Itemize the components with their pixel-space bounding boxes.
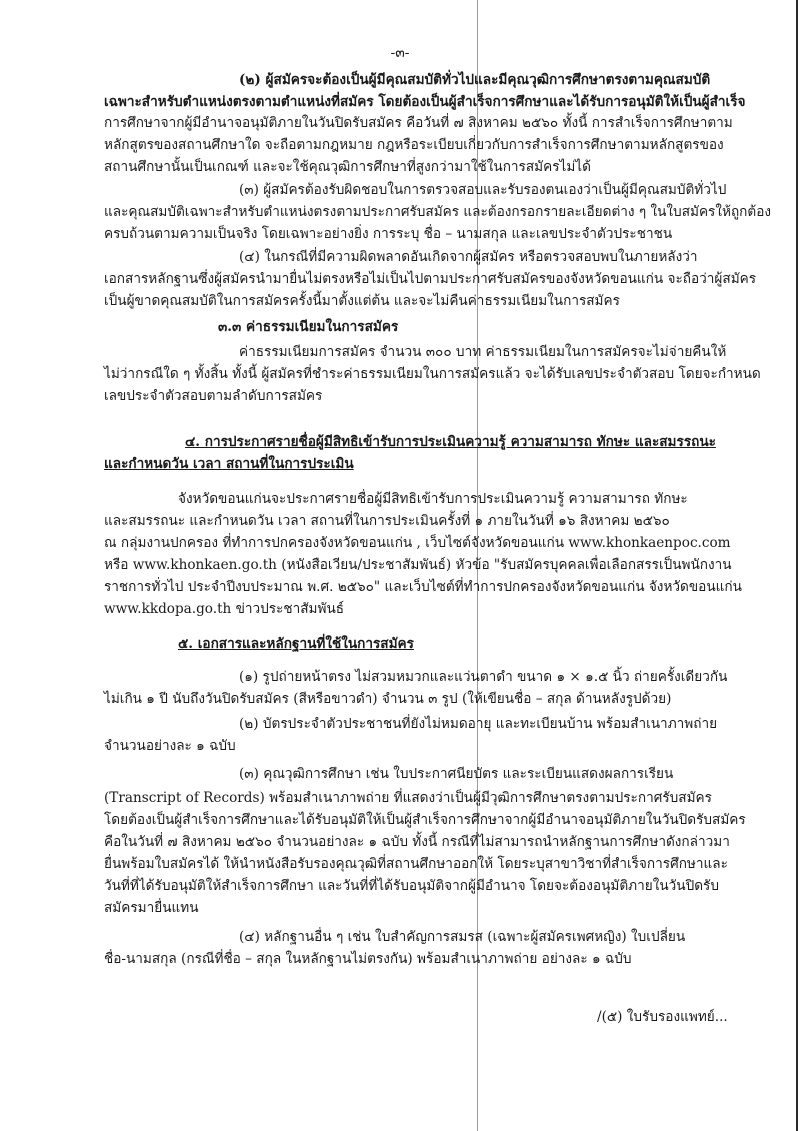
text-line: และสมรรถนะ และกำหนดวัน เวลา สถานที่ในการประเมินครั้งที่ ๑ ภายในวันที่ ๑๖ สิงหาคม ๒๕๖๐ <box>104 513 670 529</box>
continuation-note: /(๕) ใบรับรองแพทย์... <box>597 1009 728 1025</box>
text-line: ยื่นพร้อมใบสมัครได้ ให้นำหนังสือรับรองคุณวุฒิที่สถานศึกษาออกให้ โดยระบุสาขาวิชาที่สำเร็จการศึกษาและ <box>104 856 728 872</box>
text-line: ไม่เกิน ๑ ปี นับถึงวันปิดรับสมัคร (สีหรือขาวดำ) จำนวน ๓ รูป (ให้เขียนชื่อ – สกุล ด้านหลังรูปด้วย) <box>104 691 672 707</box>
text-line: (๒) บัตรประจำตัวประชาชนที่ยังไม่หมดอายุ และทะเบียนบ้าน พร้อมสำเนาภาพถ่าย <box>239 716 718 732</box>
text-line: (๓) ผู้สมัครต้องรับผิดชอบในการตรวจสอบและรับรองตนเองว่าเป็นผู้มีคุณสมบัติทั่วไป <box>239 182 727 198</box>
text-line: เลขประจำตัวสอบตามลำดับการสมัคร <box>104 388 323 404</box>
text-line: จังหวัดขอนแก่นจะประกาศรายชื่อผู้มีสิทธิเข้ารับการประเมินความรู้ ความสามารถ ทักษะ <box>178 491 688 507</box>
text-line: (๔) ในกรณีที่มีความผิดพลาดอันเกิดจากผู้สมัคร หรือตรวจสอบพบในภายหลังว่า <box>239 249 698 265</box>
text-line: ณ กลุ่มงานปกครอง ที่ทำการปกครองจังหวัดขอนแก่น , เว็บไซต์จังหวัดขอนแก่น www.khonkaenpoc.com <box>104 535 731 551</box>
section-heading: และกำหนดวัน เวลา สถานที่ในการประเมิน <box>104 456 354 472</box>
text-line: (๔) หลักฐานอื่น ๆ เช่น ใบสำคัญการสมรส (เฉพาะผู้สมัครเพศหญิง) ใบเปลี่ยน <box>239 929 686 945</box>
text-line: www.kkdopa.go.th ข่าวประชาสัมพันธ์ <box>104 601 345 617</box>
text-line: (Transcript of Records) พร้อมสำเนาภาพถ่าย ที่แสดงว่าเป็นผู้มีวุฒิการศึกษาตรงตามประกาศรับสมัคร <box>104 790 712 806</box>
text-line: สถานศึกษานั้นเป็นเกณฑ์ และจะใช้คุณวุฒิการศึกษาที่สูงกว่ามาใช้ในการสมัครไม่ได้ <box>104 159 591 175</box>
text-line: เอกสารหลักฐานซึ่งผู้สมัครนำมายื่นไม่ตรงหรือไม่เป็นไปตามประกาศรับสมัครของจังหวัดขอนแก่น จะถือว่าผู้สมัคร <box>104 271 757 287</box>
text-line: คือในวันที่ ๗ สิงหาคม ๒๕๖๐ จำนวนอย่างละ ๑ ฉบับ ทั้งนี้ กรณีที่ไม่สามารถนำหลักฐานการศึกษาดังกล่าวมา <box>104 834 730 850</box>
text-line: โดยต้องเป็นผู้สำเร็จการศึกษาและได้รับอนุมัติให้เป็นผู้สำเร็จการศึกษาจากผู้มีอำนาจอนุมัติภายในวันปิดรับสมัคร <box>104 812 746 828</box>
text-line: การศึกษาจากผู้มีอำนาจอนุมัติภายในวันปิดรับสมัคร คือวันที่ ๗ สิงหาคม ๒๕๖๐ ทั้งนี้ การสำเร็จการศึกษาตาม <box>104 115 733 131</box>
section-heading: ๔. การประกาศรายชื่อผู้มีสิทธิเข้ารับการประเมินความรู้ ความสามารถ ทักษะ และสมรรถนะ <box>185 434 716 450</box>
scan-page-edge <box>796 0 798 1131</box>
text-line: (๓) คุณวุฒิการศึกษา เช่น ใบประกาศนียบัตร และระเบียนแสดงผลการเรียน <box>239 766 674 782</box>
page-number: -๓- <box>390 45 410 61</box>
text-line: (๑) รูปถ่ายหน้าตรง ไม่สวมหมวกและแว่นตาดำ ขนาด ๑ × ๑.๕ นิ้ว ถ่ายครั้งเดียวกัน <box>239 669 728 685</box>
text-line: สมัครมายื่นแทน <box>104 900 199 916</box>
text-line: ชื่อ-นามสกุล (กรณีที่ชื่อ – สกุล ในหลักฐานไม่ตรงกัน) พร้อมสำเนาภาพถ่าย อย่างละ ๑ ฉบับ <box>104 951 632 967</box>
text-line: จำนวนอย่างละ ๑ ฉบับ <box>104 738 236 754</box>
text-line: หลักสูตรของสถานศึกษาใด จะถือตามกฎหมาย กฎหรือระเบียบเกี่ยวกับการสำเร็จการศึกษาตามหลักสูตรของ <box>104 137 724 153</box>
text-line: ค่าธรรมเนียมการสมัคร จำนวน ๓๐๐ บาท ค่าธรรมเนียมในการสมัครจะไม่จ่ายคืนให้ <box>239 344 727 360</box>
text-line: ไม่ว่ากรณีใด ๆ ทั้งสิ้น ทั้งนี้ ผู้สมัครที่ชำระค่าธรรมเนียมในการสมัครแล้ว จะได้รับเลขประจำตัวสอบ โดยจะกำหนด <box>104 366 761 382</box>
text-line: และคุณสมบัติเฉพาะสำหรับตำแหน่งตรงตามประกาศรับสมัคร และต้องกรอกรายละเอียดต่าง ๆ ในใบสมัครให้ถูกต้อง <box>104 204 772 220</box>
section-heading: ๕. เอกสารและหลักฐานที่ใช้ในการสมัคร <box>178 636 414 652</box>
text-line: วันที่ที่ได้รับอนุมัติให้สำเร็จการศึกษา และวันที่ที่ได้รับอนุมัติจากผู้มีอำนาจ โดยจะต้องอนุมัติภายในวันปิดรับ <box>104 878 719 894</box>
text-line: เฉพาะสำหรับตำแหน่งตรงตามตำแหน่งที่สมัคร โดยต้องเป็นผู้สำเร็จการศึกษาและได้รับการอนุมัติให้เป็นผู้สำเร็จ <box>104 94 746 110</box>
section-heading: ๓.๓ ค่าธรรมเนียมในการสมัคร <box>218 319 399 335</box>
text-line: หรือ www.khonkaen.go.th (หนังสือเวียน/ประชาสัมพันธ์) หัวข้อ "รับสมัครบุคคลเพื่อเลือกสรรเป็นพนักงาน <box>104 557 732 573</box>
text-line: เป็นผู้ขาดคุณสมบัติในการสมัครครั้งนี้มาตั้งแต่ต้น และจะไม่คืนค่าธรรมเนียมในการสมัคร <box>104 293 620 309</box>
text-line: ราชการทั่วไป ประจำปีงบประมาณ พ.ศ. ๒๕๖๐" และเว็บไซต์ที่ทำการปกครองจังหวัดขอนแก่น จังหวัดขอนแก่น <box>104 579 742 595</box>
text-line: ครบถ้วนตามความเป็นจริง โดยเฉพาะอย่างยิ่ง การระบุ ชื่อ – นามสกุล และเลขประจำตัวประชาชน <box>104 226 673 242</box>
text-line: (๒) ผู้สมัครจะต้องเป็นผู้มีคุณสมบัติทั่วไปและมีคุณวุฒิการศึกษาตรงตามคุณสมบัติ <box>239 72 711 88</box>
